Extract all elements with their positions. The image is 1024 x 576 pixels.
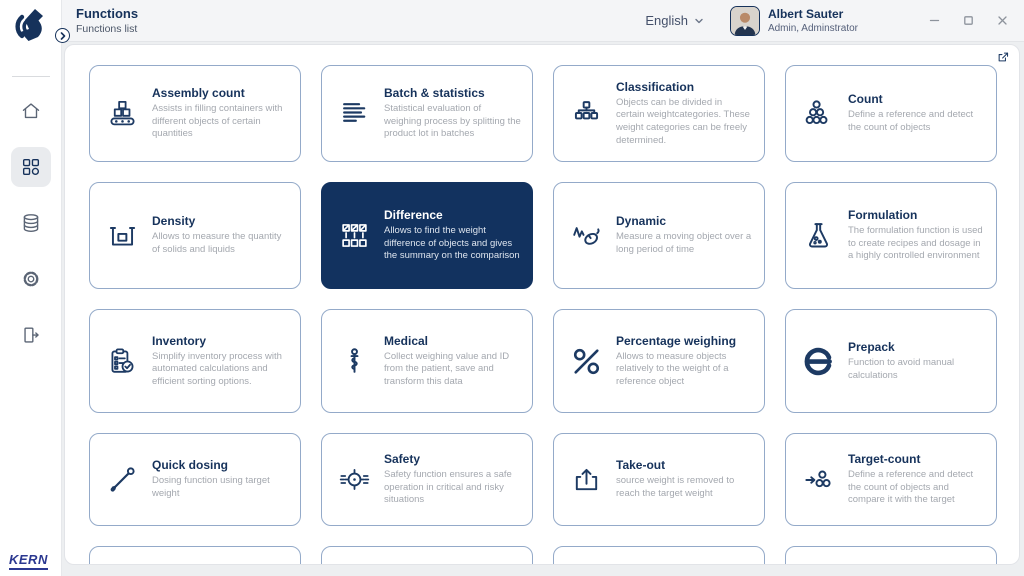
function-title: Prepack (848, 339, 895, 354)
function-description: Statistical evaluation of weighing process by splitting the product lot in batches (384, 103, 521, 140)
database-icon (20, 212, 42, 234)
breadcrumb: Functions list (76, 23, 138, 35)
gear-icon (20, 268, 42, 290)
function-card-classification[interactable] (553, 65, 765, 162)
function-card-partial[interactable] (785, 546, 997, 565)
home-icon (20, 100, 42, 122)
function-title: Percentage weighing (616, 333, 737, 348)
function-description: Safety function ensures a safe operation in critical and risky situations (384, 469, 512, 506)
formulation-icon (797, 220, 839, 251)
card-text (616, 80, 753, 147)
sidebar-item-home[interactable] (11, 91, 51, 131)
sidebar-item-functions[interactable] (11, 147, 51, 187)
language-selector[interactable] (645, 13, 704, 28)
prepack-icon (797, 343, 839, 380)
card-text (384, 452, 521, 507)
function-description: Simplify inventory process with automated calculations and efficient sorting options. (152, 350, 282, 387)
classification-icon (565, 98, 607, 129)
function-title: Density (152, 214, 196, 229)
fullscreen-icon[interactable] (996, 50, 1012, 66)
function-description: Dosing function using target weight (152, 475, 270, 499)
function-card-dynamic[interactable] (553, 182, 765, 289)
function-description: Define a reference and detect the count of objects (848, 109, 974, 133)
function-description: Define a reference and detect the count of objects and compare it with the target (848, 469, 974, 506)
card-text (384, 86, 521, 141)
target-count-icon (797, 464, 839, 495)
function-title: Dynamic (616, 214, 667, 229)
function-card-partial[interactable] (89, 546, 301, 565)
function-title: Formulation (848, 208, 918, 223)
user-info (768, 7, 858, 34)
function-description: Objects can be divided in certain weightcategories. These weight categories can be freely determined. (616, 96, 750, 146)
window-controls (928, 15, 1008, 27)
function-card-difference[interactable] (321, 182, 533, 289)
sidebar-nav (0, 91, 61, 371)
function-description: source weight is removed to reach the target weight (616, 475, 735, 499)
function-description: Allows to measure objects relatively to the weight of a reference object (616, 350, 729, 387)
function-card-assembly-count[interactable] (89, 65, 301, 162)
function-description: Allows to find the weight difference of objects and gives the summary on the comparison (384, 225, 520, 262)
function-title: Target-count (848, 452, 921, 467)
function-card-partial[interactable] (321, 546, 533, 565)
avatar (730, 6, 760, 36)
function-card-target-count[interactable] (785, 433, 997, 526)
take-out-icon (565, 464, 607, 495)
header (62, 0, 1024, 42)
count-icon (797, 98, 839, 129)
card-text (384, 208, 521, 263)
app-logo-touch-icon (8, 4, 54, 52)
card-text (616, 214, 753, 256)
function-card-safety[interactable] (321, 433, 533, 526)
function-description: Assists in filling containers with different objects of certain quantities (152, 103, 283, 140)
kern-logo: KERN (9, 552, 48, 570)
card-text (152, 334, 289, 389)
page-title: Functions (76, 6, 139, 21)
function-title: Quick dosing (152, 458, 229, 473)
sidebar-divider (12, 76, 50, 77)
batch-statistics-icon (333, 98, 375, 129)
percentage-icon (565, 343, 607, 380)
sidebar-expand-button[interactable] (55, 28, 70, 43)
card-text (616, 458, 753, 500)
function-card-batch-statistics[interactable] (321, 65, 533, 162)
logout-icon (20, 324, 42, 346)
function-card-inventory[interactable] (89, 309, 301, 413)
function-description: Allows to measure the quantity of solids and liquids (152, 231, 282, 255)
function-card-take-out[interactable] (553, 433, 765, 526)
user-role: Admin, Adminstrator (767, 23, 858, 34)
function-card-count[interactable] (785, 65, 997, 162)
density-icon (101, 220, 143, 251)
user-menu[interactable] (730, 6, 858, 36)
safety-icon (333, 464, 375, 495)
function-title: Inventory (152, 333, 207, 348)
card-text (152, 86, 289, 141)
language-value: English (645, 13, 688, 28)
chevron-down-icon (694, 16, 704, 26)
function-description: Collect weighing value and ID from the patient, save and transform this data (384, 350, 510, 387)
function-card-density[interactable] (89, 182, 301, 289)
card-text (152, 214, 289, 256)
card-text (616, 334, 753, 389)
minimize-icon[interactable] (928, 15, 940, 27)
function-card-medical[interactable] (321, 309, 533, 413)
page-titles (76, 6, 138, 35)
function-title: Count (848, 92, 883, 107)
maximize-icon[interactable] (962, 15, 974, 27)
functions-grid (89, 65, 997, 565)
user-name: Albert Sauter (767, 7, 844, 21)
function-description: The formulation function is used to create recipes and dosage in a highly controlled environment (848, 225, 983, 262)
function-title: Classification (616, 79, 695, 94)
card-text (848, 208, 985, 263)
function-card-quick-dosing[interactable] (89, 433, 301, 526)
function-description: Measure a moving object over a long period of time (616, 231, 752, 255)
function-card-formulation[interactable] (785, 182, 997, 289)
function-card-percentage-weighing[interactable] (553, 309, 765, 413)
dynamic-icon (565, 220, 607, 251)
medical-icon (333, 346, 375, 377)
card-text (848, 92, 985, 134)
assembly-count-icon (101, 98, 143, 129)
function-title: Medical (384, 333, 429, 348)
sidebar-item-database[interactable] (11, 203, 51, 243)
inventory-icon (101, 346, 143, 377)
function-title: Difference (384, 208, 443, 223)
sidebar-item-settings[interactable] (11, 259, 51, 299)
card-text (152, 458, 289, 500)
quick-dosing-icon (101, 464, 143, 495)
function-title: Assembly count (152, 86, 245, 101)
function-title: Safety (384, 452, 421, 467)
card-text (848, 340, 985, 382)
card-text (848, 452, 985, 507)
content-panel (64, 44, 1020, 565)
function-title: Take-out (616, 458, 666, 473)
difference-icon (333, 220, 375, 251)
card-text (384, 334, 521, 389)
close-icon[interactable] (996, 15, 1008, 27)
grid-icon (20, 156, 42, 178)
sidebar (0, 0, 62, 576)
function-card-partial[interactable] (553, 546, 765, 565)
function-card-prepack[interactable] (785, 309, 997, 413)
function-description: Function to avoid manual calculations (848, 356, 955, 381)
sidebar-item-logout[interactable] (11, 315, 51, 355)
function-title: Batch & statistics (384, 86, 485, 101)
